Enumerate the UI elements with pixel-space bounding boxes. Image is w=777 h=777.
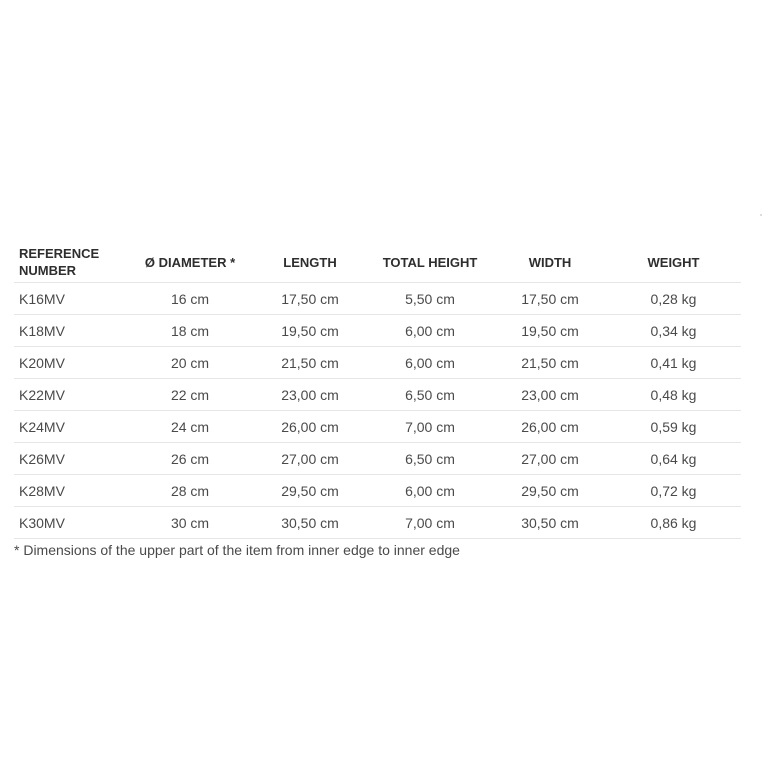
cell-reference: K16MV — [14, 283, 126, 315]
cell-diameter: 28 cm — [126, 475, 254, 507]
cell-total-height: 6,50 cm — [366, 379, 494, 411]
cell-reference: K28MV — [14, 475, 126, 507]
header-reference-number: REFERENCE NUMBER — [14, 242, 126, 283]
cell-diameter: 24 cm — [126, 411, 254, 443]
cell-diameter: 30 cm — [126, 507, 254, 539]
cell-width: 29,50 cm — [494, 475, 606, 507]
table-row — [14, 475, 741, 507]
header-diameter: Ø DIAMETER * — [126, 242, 254, 283]
cell-total-height: 7,00 cm — [366, 411, 494, 443]
cell-weight: 0,28 kg — [606, 283, 741, 315]
cell-reference: K18MV — [14, 315, 126, 347]
cell-width: 27,00 cm — [494, 443, 606, 475]
cell-weight: 0,34 kg — [606, 315, 741, 347]
table-header-row — [14, 242, 741, 283]
header-weight: WEIGHT — [606, 242, 741, 283]
table-row — [14, 379, 741, 411]
table-row — [14, 443, 741, 475]
cell-width: 26,00 cm — [494, 411, 606, 443]
cell-weight: 0,64 kg — [606, 443, 741, 475]
cell-total-height: 5,50 cm — [366, 283, 494, 315]
cell-width: 17,50 cm — [494, 283, 606, 315]
cell-weight: 0,86 kg — [606, 507, 741, 539]
cell-reference: K26MV — [14, 443, 126, 475]
cell-diameter: 18 cm — [126, 315, 254, 347]
header-total-height: TOTAL HEIGHT — [366, 242, 494, 283]
cell-width: 30,50 cm — [494, 507, 606, 539]
cell-reference: K30MV — [14, 507, 126, 539]
cell-weight: 0,72 kg — [606, 475, 741, 507]
cell-length: 17,50 cm — [254, 283, 366, 315]
cell-length: 29,50 cm — [254, 475, 366, 507]
cell-reference: K24MV — [14, 411, 126, 443]
cell-length: 26,00 cm — [254, 411, 366, 443]
table-row — [14, 507, 741, 539]
header-length: LENGTH — [254, 242, 366, 283]
cell-width: 23,00 cm — [494, 379, 606, 411]
dimensions-footnote: * Dimensions of the upper part of the item from inner edge to inner edge — [14, 542, 460, 558]
cell-length: 30,50 cm — [254, 507, 366, 539]
cell-diameter: 16 cm — [126, 283, 254, 315]
cell-total-height: 7,00 cm — [366, 507, 494, 539]
table-row — [14, 411, 741, 443]
cell-length: 21,50 cm — [254, 347, 366, 379]
table-row — [14, 347, 741, 379]
cell-total-height: 6,00 cm — [366, 315, 494, 347]
cell-total-height: 6,50 cm — [366, 443, 494, 475]
cell-weight: 0,59 kg — [606, 411, 741, 443]
table-row — [14, 283, 741, 315]
cell-length: 23,00 cm — [254, 379, 366, 411]
header-width: WIDTH — [494, 242, 606, 283]
dimensions-table — [14, 242, 741, 539]
cell-diameter: 20 cm — [126, 347, 254, 379]
cell-width: 21,50 cm — [494, 347, 606, 379]
cell-length: 19,50 cm — [254, 315, 366, 347]
cell-diameter: 22 cm — [126, 379, 254, 411]
cell-weight: 0,41 kg — [606, 347, 741, 379]
cell-total-height: 6,00 cm — [366, 347, 494, 379]
cell-diameter: 26 cm — [126, 443, 254, 475]
cell-width: 19,50 cm — [494, 315, 606, 347]
cell-reference: K20MV — [14, 347, 126, 379]
cell-reference: K22MV — [14, 379, 126, 411]
cell-length: 27,00 cm — [254, 443, 366, 475]
cell-weight: 0,48 kg — [606, 379, 741, 411]
cell-total-height: 6,00 cm — [366, 475, 494, 507]
table-row — [14, 315, 741, 347]
edge-divider — [760, 214, 762, 216]
